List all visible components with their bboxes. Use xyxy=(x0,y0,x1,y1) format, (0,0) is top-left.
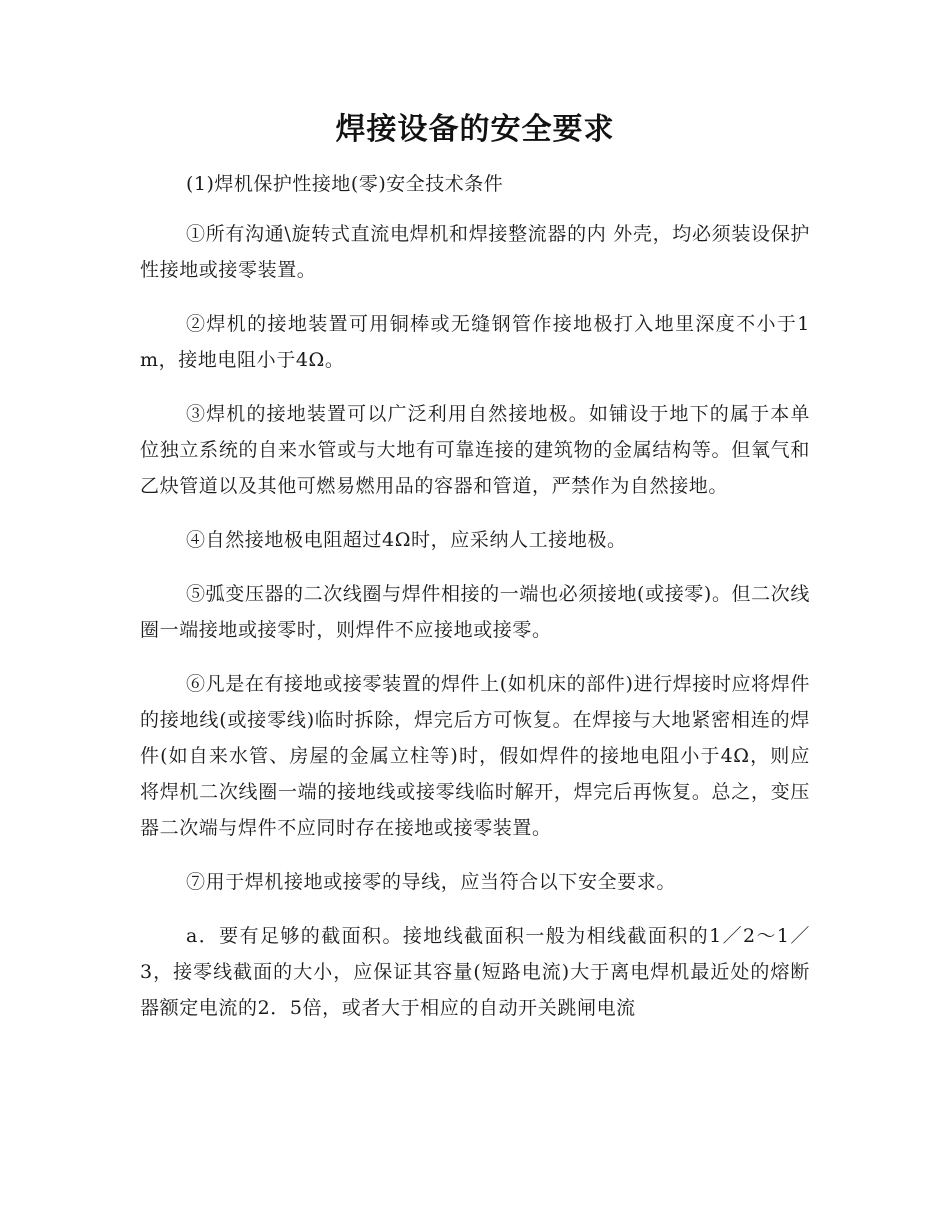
paragraph-4: ④自然接地极电阻超过4Ω时，应采纳人工接地极。 xyxy=(186,529,627,551)
paragraph-8: a．要有足够的截面积。接地线截面积一般为相线截面积的1／2～1／3，接零线截面的大小，应保证其容量(短路电流)大于离电焊机最近处的熔断器额定电流的2．5倍，或者大于相应的自动开关跳闸电流 xyxy=(140,925,810,1019)
paragraph-5: ⑤弧变压器的二次线圈与焊件相接的一端也必须接地(或接零)。但二次线圈一端接地或接零时，则焊件不应接地或接零。 xyxy=(140,583,810,641)
section-heading: (1)焊机保护性接地(零)安全技术条件 xyxy=(186,173,504,195)
paragraph-3: ③焊机的接地装置可以广泛利用自然接地极。如铺设于地下的属于本单位独立系统的自来水管或与大地有可靠连接的建筑物的金属结构等。但氧气和乙炔管道以及其他可燃易燃用品的容器和管道，严禁作为自然接地。 xyxy=(140,403,810,497)
paragraph-1: ①所有沟通\旋转式直流电焊机和焊接整流器的内 外壳，均必须装设保护性接地或接零装置。 xyxy=(140,223,810,281)
paragraph-2: ②焊机的接地装置可用铜棒或无缝钢管作接地极打入地里深度不小于1m，接地电阻小于4Ω。 xyxy=(140,313,810,371)
document-body xyxy=(140,216,810,1044)
document-title: 焊接设备的安全要求 xyxy=(335,112,615,147)
paragraph-7: ⑦用于焊机接地或接零的导线，应当符合以下安全要求。 xyxy=(186,871,677,893)
paragraph-6: ⑥凡是在有接地或接零装置的焊件上(如机床的部件)进行焊接时应将焊件的接地线(或接零线)临时拆除，焊完后方可恢复。在焊接与大地紧密相连的焊件(如自来水管、房屋的金属立柱等)时，假如焊件的接地电阻小于4Ω，则应将焊机二次线圈一端的接地线或接零线临时解开，焊完后再恢复。总之，变压器二次端与焊件不应同时存在接地或接零装置。 xyxy=(140,673,810,839)
